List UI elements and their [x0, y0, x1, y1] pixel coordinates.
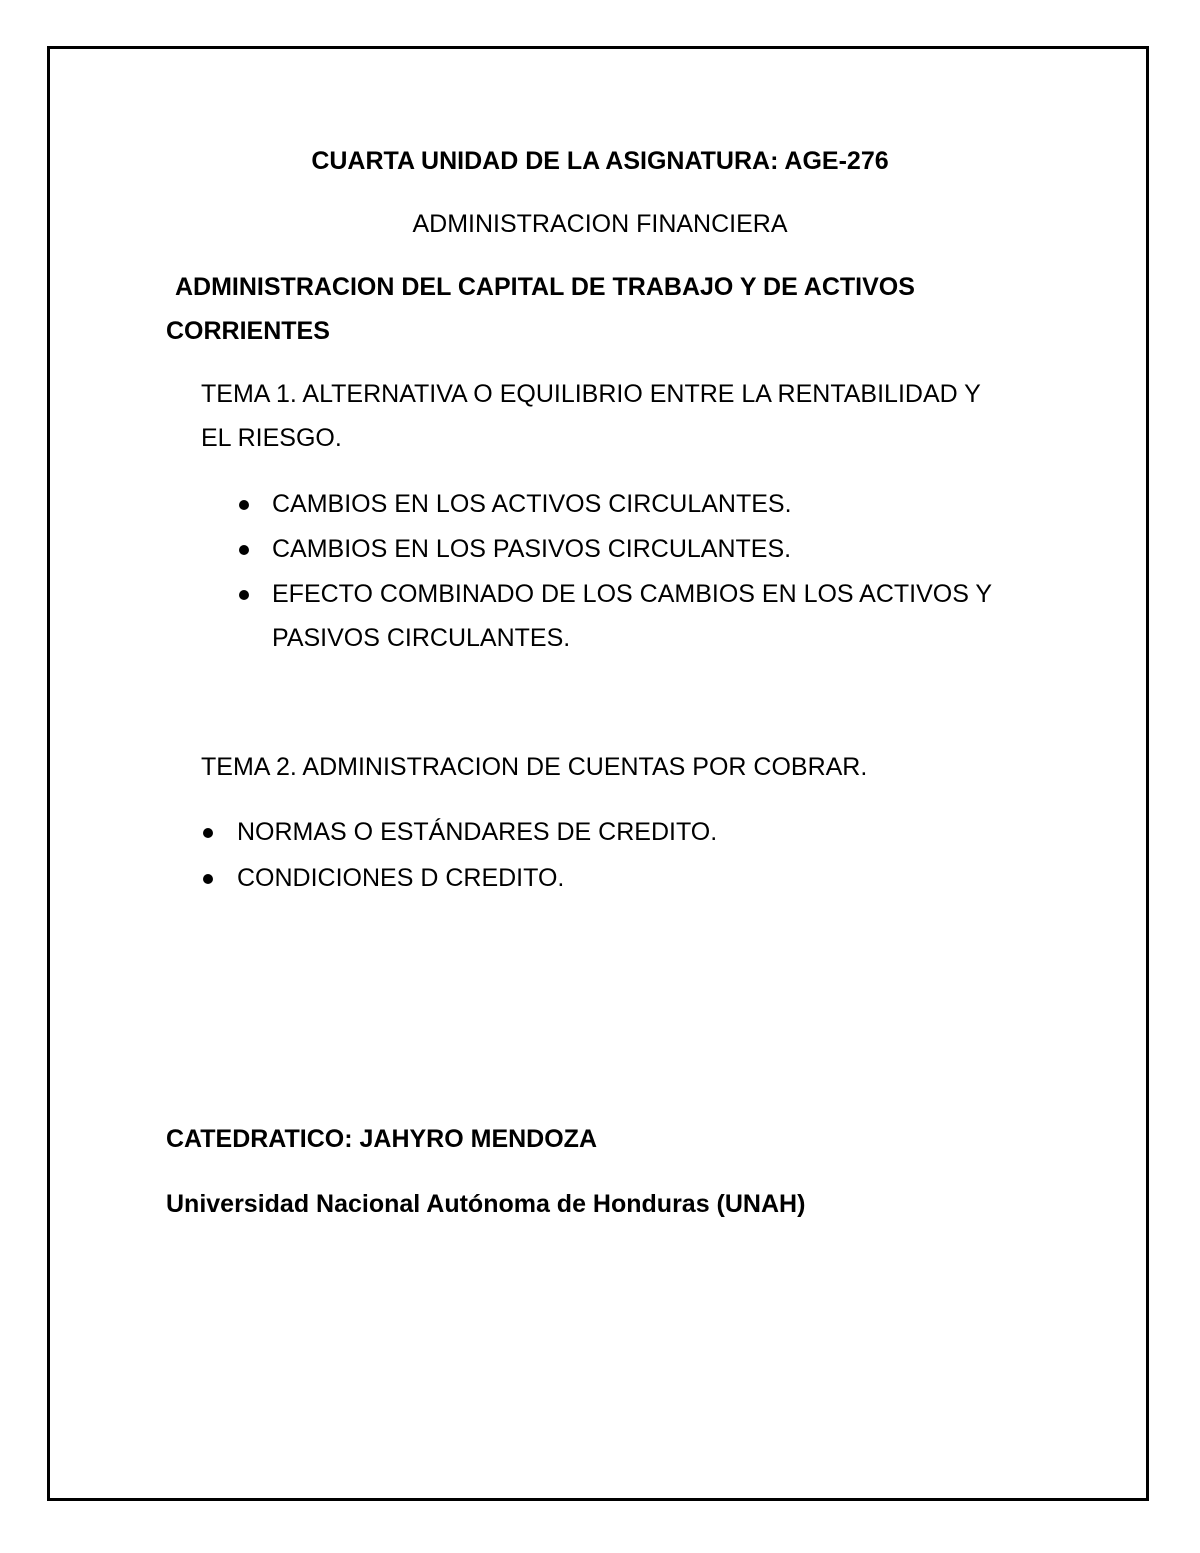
- bullet-icon: [239, 590, 249, 600]
- tema1-bullet-3-continuation: PASIVOS CIRCULANTES.: [272, 624, 571, 652]
- bullet-icon: [239, 500, 249, 510]
- bullet-icon: [203, 874, 213, 884]
- bullet-icon: [239, 545, 249, 555]
- section-heading-line1: ADMINISTRACION DEL CAPITAL DE TRABAJO Y DE ACTIVOS: [175, 273, 915, 301]
- tema1-title-line1: TEMA 1. ALTERNATIVA O EQUILIBRIO ENTRE LA RENTABILIDAD Y: [201, 380, 981, 408]
- tema2-bullet-1: NORMAS O ESTÁNDARES DE CREDITO.: [237, 818, 718, 846]
- section-heading-line2: CORRIENTES: [166, 317, 330, 345]
- tema2-bullet-2: CONDICIONES D CREDITO.: [237, 864, 565, 892]
- tema1-title-line2: EL RIESGO.: [201, 424, 342, 452]
- tema1-bullet-2: CAMBIOS EN LOS PASIVOS CIRCULANTES.: [272, 535, 792, 563]
- bullet-icon: [203, 828, 213, 838]
- unit-title: CUARTA UNIDAD DE LA ASIGNATURA: AGE-276: [311, 147, 889, 175]
- course-name: ADMINISTRACION FINANCIERA: [412, 210, 788, 238]
- tema2-title: TEMA 2. ADMINISTRACION DE CUENTAS POR COBRAR.: [201, 753, 868, 781]
- professor-name: CATEDRATICO: JAHYRO MENDOZA: [166, 1125, 598, 1153]
- tema1-bullet-3: EFECTO COMBINADO DE LOS CAMBIOS EN LOS ACTIVOS Y: [272, 580, 993, 608]
- tema1-bullet-1: CAMBIOS EN LOS ACTIVOS CIRCULANTES.: [272, 490, 792, 518]
- university-name: Universidad Nacional Autónoma de Honduras (UNAH): [166, 1190, 806, 1218]
